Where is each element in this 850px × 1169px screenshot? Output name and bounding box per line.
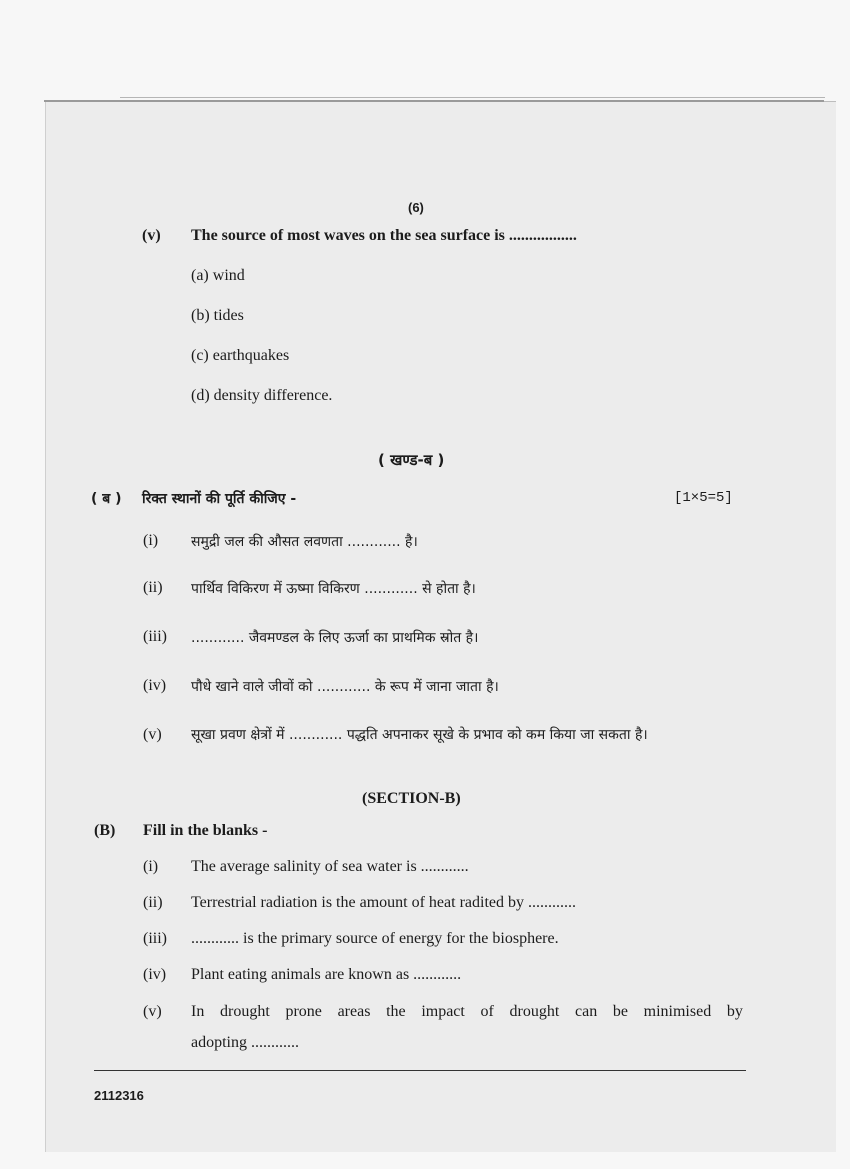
english-section-label: (B) [94,822,116,839]
english-instruction: Fill in the blanks - [143,822,268,839]
word: of [480,1003,494,1020]
word: drought [509,1003,560,1020]
english-item-number: (i) [143,858,159,875]
english-item-number: (iv) [143,966,167,983]
question-v-number: (v) [142,227,161,244]
page-edge-top [44,100,824,102]
option-a: (a) wind [191,267,245,284]
hindi-section-heading: ( खण्ड-ब ) [378,451,445,469]
hindi-item-text: पौधे खाने वाले जीवों को ............ के रूप में जाना जाता है। [191,679,499,695]
hindi-item-text: पार्थिव विकिरण में ऊष्मा विकिरण ............ से होता है। [191,581,476,597]
word: minimised [643,1003,712,1020]
hindi-item-number: (iii) [143,628,167,645]
word: prone [285,1003,322,1020]
english-item-number: (v) [143,1003,162,1020]
hindi-item-text: ............ जैवमण्डल के लिए ऊर्जा का प्राथमिक स्रोत है। [191,630,479,646]
english-item-text: The average salinity of sea water is ............ [191,858,469,875]
word: the [386,1003,406,1020]
question-v-text: The source of most waves on the sea surface is ................. [191,227,577,244]
english-item-number: (iii) [143,930,167,947]
exam-page [46,102,836,1152]
english-item-number: (ii) [143,894,163,911]
word: drought [220,1003,270,1020]
option-b: (b) tides [191,307,244,324]
option-d: (d) density difference. [191,387,333,404]
hindi-item-text: सूखा प्रवण क्षेत्रों में ............ पद्धति अपनाकर सूखे के प्रभाव को कम किया जा सकता है। [191,727,648,743]
paper-code: 2112316 [94,1088,144,1103]
hindi-item-number: (iv) [143,677,167,694]
hindi-item-number: (ii) [143,579,163,596]
word: by [726,1003,743,1020]
hindi-instruction: रिक्त स्थानों की पूर्ति कीजिए - [142,491,297,507]
hindi-item-number: (v) [143,726,162,743]
footer-rule [94,1070,746,1071]
english-item-text-line1 [191,1003,743,1021]
word: can [574,1003,598,1020]
english-item-text: Plant eating animals are known as ............ [191,966,462,983]
english-item-text: Terrestrial radiation is the amount of heat radited by ............ [191,894,576,911]
marks-label: [1×5=5] [674,490,733,506]
english-item-text: ............ is the primary source of energy for the biosphere. [191,930,559,947]
word: be [612,1003,628,1020]
page-edge-back [120,97,825,98]
page-number: (6) [408,200,424,215]
hindi-item-text: समुद्री जल की औसत लवणता ............ है। [191,534,418,550]
english-item-text-line2: adopting ............ [191,1034,299,1051]
hindi-item-number: (i) [143,532,159,549]
word: areas [337,1003,371,1020]
word: impact [421,1003,465,1020]
english-section-heading: (SECTION-B) [362,790,461,807]
hindi-section-label: ( ब ) [91,491,122,507]
option-c: (c) earthquakes [191,347,290,364]
word: In [191,1003,205,1020]
